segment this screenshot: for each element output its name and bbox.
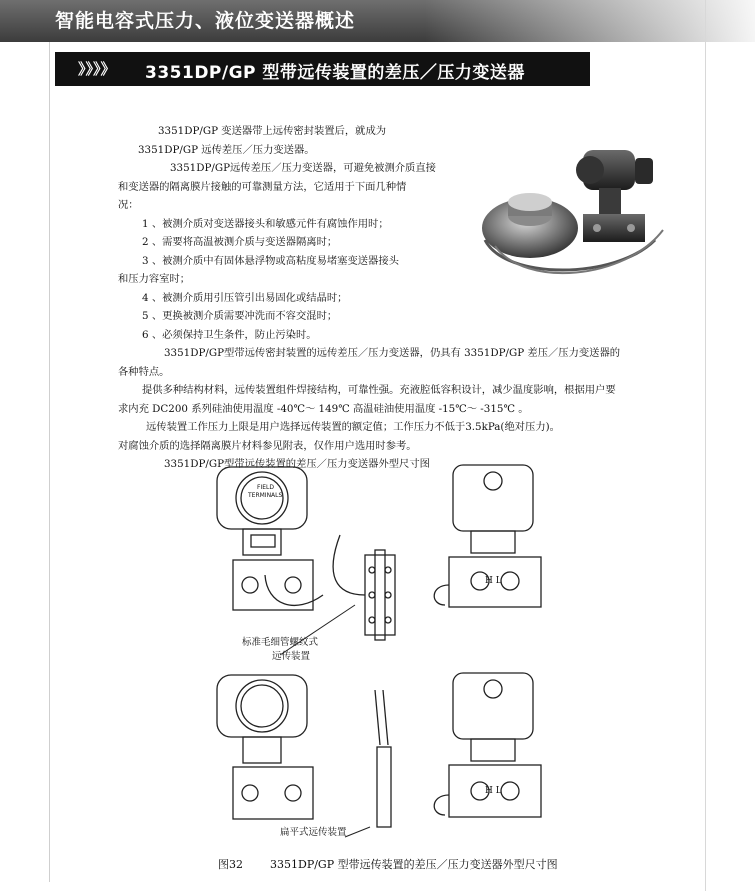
list-item-3-cont: 和压力容室时； (118, 273, 191, 285)
para-pressure-cont: 对腐蚀介质的选择隔离膜片材料参见附表，仅作用户选用时参考。 (118, 439, 417, 452)
list-item-2: 2 、需要将高温被测介质与变送器隔离时； (142, 236, 338, 248)
left-margin-rule (49, 42, 50, 882)
drawing-seal-flat (345, 690, 391, 837)
para-method-cont: 和变送器的隔离膜片接触的可靠测量方法，它适用于下面几种情 (118, 180, 407, 193)
para-features-cont: 各种特点。 (118, 365, 170, 378)
para-intro: 3351DP/GP 变送器带上远传密封装置后，就成为 (158, 125, 387, 137)
terminal-label-2: TERMINALS (248, 492, 283, 499)
dimension-drawings (205, 455, 565, 845)
para-materials: 提供多种结构材料，远传装置组件焊接结构，可靠性强。充液腔低容积设计，减少温度影响，根据用户要 (142, 384, 616, 396)
para-features: 3351DP/GP型带远传密封装置的远传差压／压力变送器，仍具有 3351DP/GP 差压／压力变送器的 (164, 347, 621, 359)
section-arrows: 》》》》 (78, 60, 116, 78)
para-intro-cont: 3351DP/GP 远传差压／压力变送器。 (138, 143, 315, 156)
para-method-cont2: 况： (118, 199, 139, 211)
para-pressure: 远传装置工作压力上限是用户选择远传装置的额定值；工作压力不低于3.5kPa(绝对压力)。 (146, 421, 560, 433)
label-threaded-seal-1: 标准毛细管螺纹式 (242, 637, 319, 648)
label-threaded-seal-2: 远传装置 (272, 651, 311, 662)
figure-number: 图32 (218, 858, 243, 871)
figure-caption (218, 856, 558, 872)
list-item-4: 4 、被测介质用引压管引出易固化或结晶时； (142, 291, 348, 304)
list-item-3: 3 、被测介质中有固体悬浮物或高粘度易堵塞变送器接头 (142, 254, 399, 267)
label-flat-seal: 扁平式远传装置 (280, 827, 347, 838)
right-margin-rule (705, 0, 706, 891)
list-item-5: 5 、更换被测介质需要冲洗而不容交混时； (142, 310, 338, 322)
drawing-front-view-bottom (217, 675, 313, 819)
para-method: 3351DP/GP远传差压／压力变送器，可避免被测介质直接 (170, 162, 436, 174)
terminal-label-1: FIELD (257, 484, 274, 491)
para-figure-intro: 3351DP/GP型带远传装置的差压／压力变送器外型尺寸图 (164, 458, 430, 470)
section-title: 3351DP/GP 型带远传装置的差压／压力变送器 (145, 63, 525, 83)
hl-label-bottom: H L (485, 786, 502, 796)
figure-caption-text: 3351DP/GP 型带远传装置的差压／压力变送器外型尺寸图 (270, 858, 558, 871)
body-text (118, 122, 678, 474)
para-materials-cont: 求内充 DC200 系列硅油使用温度 -40℃～ 149℃ 高温硅油使用温度 -15℃～ -315℃ 。 (118, 402, 529, 415)
page-header-title: 智能电容式压力、液位变送器概述 (55, 10, 356, 32)
list-item-6: 6 、必须保持卫生条件，防止污染时。 (142, 328, 317, 341)
hl-label-top: H L (485, 576, 502, 586)
list-item-1: 1 、被测介质对变送器接头和敏感元件有腐蚀作用时； (142, 217, 389, 230)
